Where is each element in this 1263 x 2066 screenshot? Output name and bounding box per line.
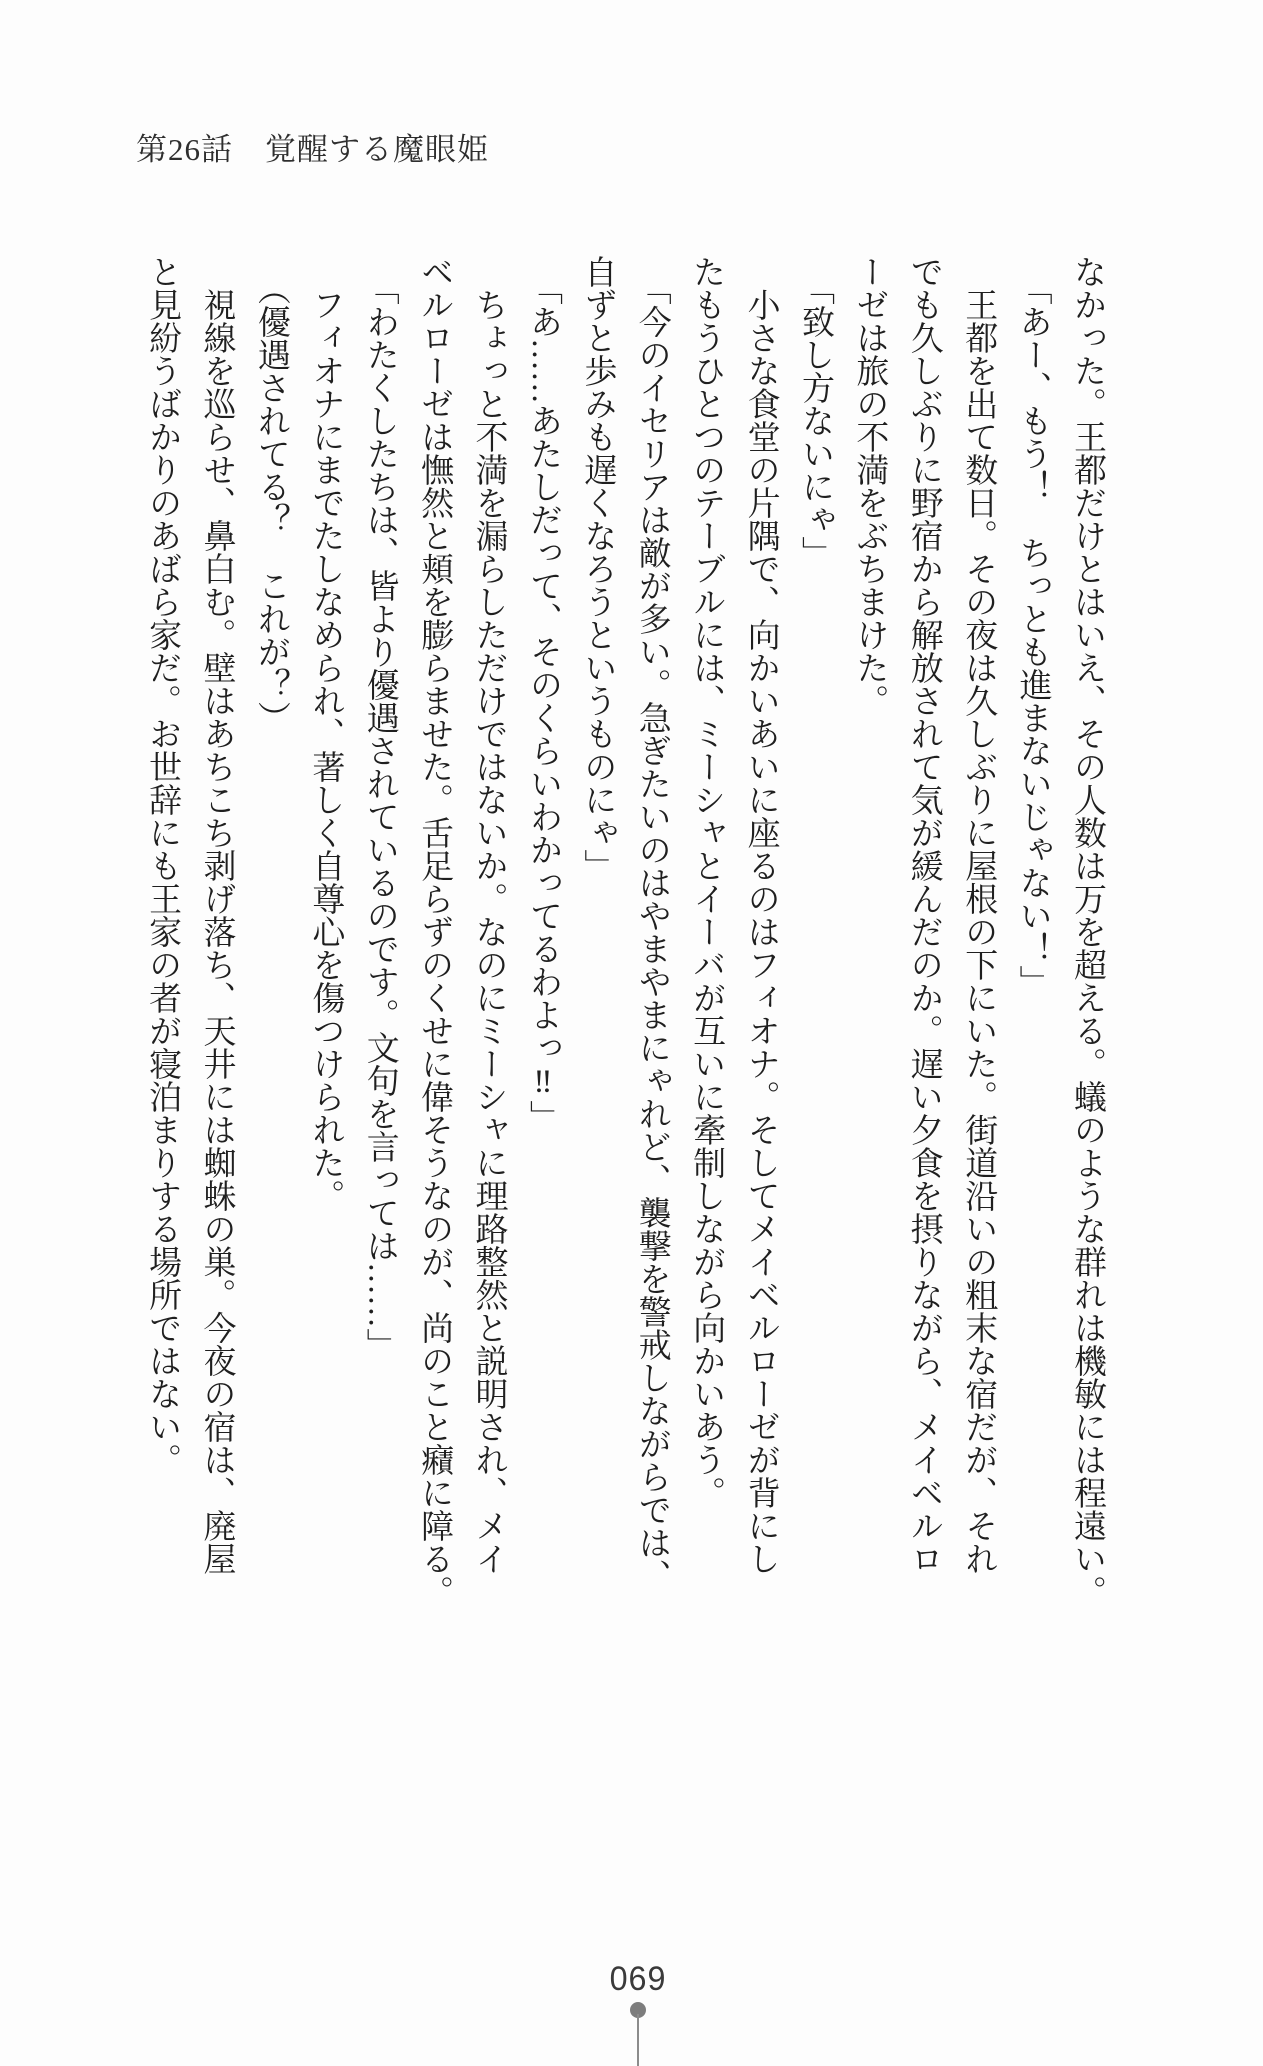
footer-marker-line — [637, 2014, 639, 2066]
page-number: 069 — [609, 1960, 667, 1998]
text-column: ベルローゼは憮然と頬を膨らませた。舌足らずのくせに偉そうなのが、尚のこと癪に障る。 — [416, 255, 453, 1608]
text-column: ーゼは旅の不満をぶちまけた。 — [851, 255, 888, 717]
text-column: なかった。王都だけとはいえ、その人数は万を超える。蟻のような群れは機敏には程遠い。 — [1069, 255, 1105, 1608]
text-column: 「わたくしたちは、皆より優遇されているのです。文句を言っては……」 — [361, 271, 398, 1361]
text-column: でも久しぶりに野宿から解放されて気が緩んだのか。遅い夕食を摂りながら、メイベルロ — [905, 255, 942, 1575]
text-column: 「あー、もう！ ちっとも進まないじゃない！」 — [1014, 271, 1051, 998]
text-column: たもうひとつのテーブルには、ミーシャとイーバが互いに牽制しながら向かいあう。 — [688, 255, 725, 1509]
text-column: 「致し方ないにゃ」 — [796, 271, 833, 569]
text-column: 視線を巡らせ、鼻白む。壁はあちこち剥げ落ち、天井には蜘蛛の巣。今夜の宿は、廃屋 — [198, 288, 235, 1575]
text-column: 王都を出て数日。その夜は久しぶりに屋根の下にいた。街道沿いの粗末な宿だが、それ — [960, 288, 997, 1575]
text-column: 自ずと歩みも遅くなろうというものにゃ」 — [579, 255, 616, 882]
text-column: 「あ……あたしだって、そのくらいわかってるわよっ‼」 — [524, 271, 561, 1133]
text-column: ちょっと不満を漏らしただけではないか。なのにミーシャに理路整然と説明され、メイ — [470, 288, 507, 1575]
body-text — [135, 255, 1114, 1635]
text-column: 小さな食堂の片隅で、向かいあいに座るのはフィオナ。そしてメイベルローゼが背にし — [742, 288, 779, 1575]
text-column: と見紛うばかりのあばら家だ。お世辞にも王家の者が寝泊まりする場所ではない。 — [144, 255, 181, 1476]
text-column: （優遇されてる？ これが？） — [252, 271, 289, 734]
text-column: 「今のイセリアは敵が多い。急ぎたいのはやまやまにゃれど、襲撃を警戒しながらでは、 — [633, 271, 670, 1592]
chapter-title: 第26話 覚醒する魔眼姫 — [136, 132, 489, 167]
text-column: フィオナにまでたしなめられ、著しく自尊心を傷つけられた。 — [307, 288, 344, 1212]
